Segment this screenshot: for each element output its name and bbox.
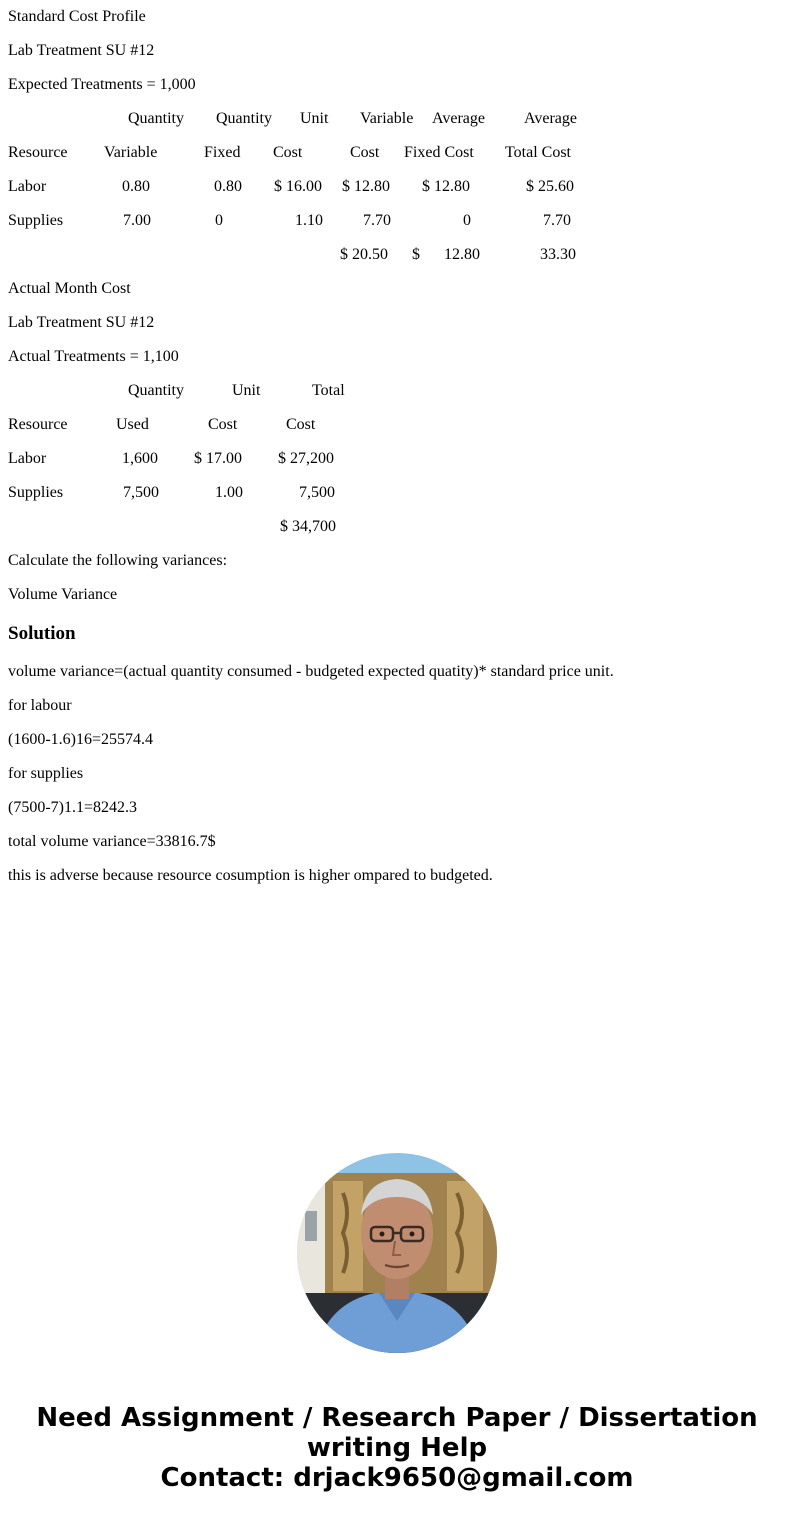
- row-supplies-qty-fixed: 0: [215, 212, 223, 229]
- header-average-fixed: Average: [432, 110, 485, 127]
- header-resource: Resource: [8, 144, 68, 161]
- actual-title: Actual Month Cost: [8, 280, 131, 297]
- row-supplies-unit-cost: 1.10: [295, 212, 323, 229]
- total-fixed-dollar-sign: $: [412, 246, 420, 263]
- author-portrait-illustration: [297, 1153, 497, 1353]
- row-labor-avg-fixed: $ 12.80: [422, 178, 470, 195]
- row-labor-unit-cost: $ 17.00: [194, 450, 242, 467]
- actual-total-cost: $ 34,700: [280, 518, 336, 535]
- row-labor-unit-cost: $ 16.00: [274, 178, 322, 195]
- promo-line-1: Need Assignment / Research Paper / Dissertation: [36, 1403, 758, 1433]
- solution-labour-calc: (1600-1.6)16=25574.4: [8, 731, 154, 748]
- row-supplies-resource: Supplies: [8, 212, 64, 229]
- header-quantity-variable: Quantity: [128, 110, 184, 127]
- author-photo: [297, 1153, 497, 1353]
- row-labor-variable-cost: $ 12.80: [342, 178, 390, 195]
- header-resource: Resource: [8, 416, 68, 433]
- row-labor-qty-fixed: 0.80: [214, 178, 242, 195]
- row-supplies-avg-fixed: 0: [463, 212, 471, 229]
- solution-formula: volume variance=(actual quantity consumed - budgeted expected quatity)* standard price unit.: [8, 663, 614, 680]
- row-labor-avg-total: $ 25.60: [526, 178, 574, 195]
- header-cost: Cost: [273, 144, 303, 161]
- row-labor-resource: Labor: [8, 178, 47, 195]
- solution-heading: Solution: [8, 623, 76, 644]
- row-supplies-total-cost: 7,500: [299, 484, 335, 501]
- solution-supplies-calc: (7500-7)1.1=8242.3: [8, 799, 138, 816]
- row-labor-total-cost: $ 27,200: [278, 450, 334, 467]
- header-fixed: Fixed: [204, 144, 241, 161]
- standard-title: Standard Cost Profile: [8, 8, 146, 25]
- total-total-cost: 33.30: [540, 246, 576, 263]
- header-unit: Unit: [232, 382, 261, 399]
- header-cost-2: Cost: [286, 416, 316, 433]
- header-cost: Cost: [208, 416, 238, 433]
- question-item: Volume Variance: [8, 586, 118, 603]
- question-prompt: Calculate the following variances:: [8, 552, 228, 569]
- solution-supplies-label: for supplies: [8, 765, 84, 782]
- header-used: Used: [116, 416, 149, 433]
- row-supplies-variable-cost: 7.70: [363, 212, 391, 229]
- row-labor-qty-used: 1,600: [122, 450, 158, 467]
- solution-conclusion: this is adverse because resource cosumption is higher ompared to budgeted.: [8, 867, 493, 884]
- header-total-cost: Total Cost: [505, 144, 571, 161]
- promo-contact: Contact: drjack9650@gmail.com: [160, 1463, 634, 1493]
- row-supplies-unit-cost: 1.00: [215, 484, 243, 501]
- row-supplies-qty-variable: 7.00: [123, 212, 151, 229]
- row-labor-resource: Labor: [8, 450, 47, 467]
- row-supplies-avg-total: 7.70: [543, 212, 571, 229]
- total-fixed-cost: 12.80: [444, 246, 480, 263]
- solution-labour-label: for labour: [8, 697, 72, 714]
- standard-unit: Lab Treatment SU #12: [8, 42, 155, 59]
- header-average-total: Average: [524, 110, 577, 127]
- header-variable: Variable: [360, 110, 414, 127]
- expected-treatments: Expected Treatments = 1,000: [8, 76, 196, 93]
- header-cost-2: Cost: [350, 144, 380, 161]
- row-labor-qty-variable: 0.80: [122, 178, 150, 195]
- total-variable-cost: $ 20.50: [340, 246, 388, 263]
- actual-unit: Lab Treatment SU #12: [8, 314, 155, 331]
- row-supplies-resource: Supplies: [8, 484, 64, 501]
- header-unit: Unit: [300, 110, 329, 127]
- header-quantity-fixed: Quantity: [216, 110, 272, 127]
- header-total: Total: [312, 382, 345, 399]
- solution-total: total volume variance=33816.7$: [8, 833, 216, 850]
- row-supplies-qty-used: 7,500: [123, 484, 159, 501]
- promo-line-2: writing Help: [306, 1433, 488, 1463]
- header-fixed-cost: Fixed Cost: [404, 144, 474, 161]
- promo-banner: [0, 1403, 794, 1493]
- header-quantity: Quantity: [128, 382, 184, 399]
- actual-treatments: Actual Treatments = 1,100: [8, 348, 179, 365]
- header-variable-2: Variable: [104, 144, 158, 161]
